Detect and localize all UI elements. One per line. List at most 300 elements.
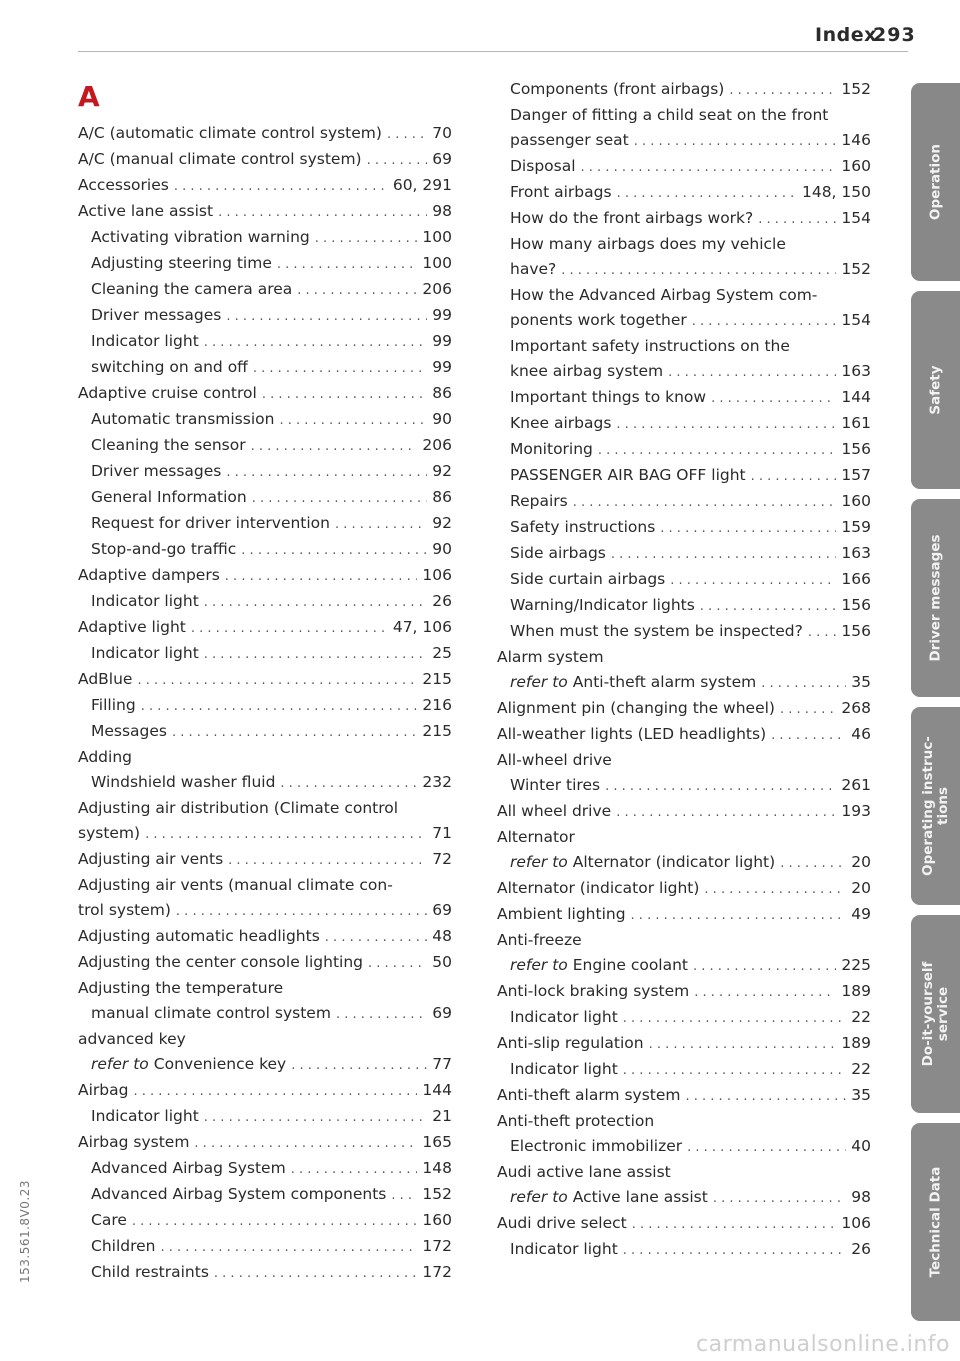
index-entry <box>497 619 871 645</box>
index-entry-label: PASSENGER AIR BAG OFF light <box>510 466 746 484</box>
leader-dots <box>191 616 388 641</box>
index-entry <box>497 489 871 515</box>
index-entry <box>78 1078 452 1104</box>
index-entry-label: Ambient lighting <box>497 905 626 923</box>
index-entry <box>78 615 452 641</box>
leader-dots <box>391 1183 417 1208</box>
index-entry-page[interactable]: 215 <box>422 670 452 688</box>
index-entry-label: Important things to know <box>510 388 707 406</box>
index-entry-label: All-weather lights (LED headlights) <box>497 725 767 743</box>
index-entry-page[interactable]: 26 <box>851 1240 871 1258</box>
index-entry-page[interactable]: 100 <box>422 228 452 246</box>
leader-dots <box>368 951 427 976</box>
leader-dots <box>668 360 836 385</box>
index-entry <box>78 433 452 459</box>
index-entry-page[interactable]: 261 <box>841 776 871 794</box>
leader-dots <box>277 252 418 277</box>
index-entry-page[interactable]: 154 <box>841 311 871 329</box>
index-entry <box>497 825 871 850</box>
index-letter-heading: A <box>78 80 100 113</box>
index-entry-label: Automatic transmission <box>91 410 275 428</box>
leader-dots <box>649 1032 837 1057</box>
leader-dots <box>174 174 388 199</box>
index-entry <box>497 1109 871 1134</box>
index-entry-label: General Information <box>91 488 247 506</box>
index-entry-label: Child restraints <box>91 1263 209 1281</box>
index-entry-page[interactable]: 146 <box>841 131 871 149</box>
leader-dots <box>660 516 836 541</box>
index-entry <box>497 670 871 696</box>
index-entry <box>497 334 871 359</box>
index-entry <box>78 251 452 277</box>
index-entry-label: Electronic immobilizer <box>510 1137 683 1155</box>
index-entry-label: Active lane assist <box>572 1188 708 1206</box>
index-entry-label: When must the system be inspected? <box>510 622 803 640</box>
index-entry-label: Repairs <box>510 492 568 510</box>
index-entry-label: How many airbags does my vehicle <box>510 235 786 253</box>
index-entry-page[interactable]: 268 <box>841 699 871 717</box>
index-entry <box>497 593 871 619</box>
index-entry-page[interactable]: 166 <box>841 570 871 588</box>
index-entry-label: Anti-slip regulation <box>497 1034 644 1052</box>
index-entry-label: Indicator light <box>510 1240 618 1258</box>
index-entry-page[interactable]: 21 <box>432 1107 452 1125</box>
index-entry <box>78 511 452 537</box>
index-entry-label: Indicator light <box>510 1060 618 1078</box>
index-entry <box>497 154 871 180</box>
index-entry-page[interactable]: 148, 150 <box>801 183 871 201</box>
leader-dots <box>325 925 427 950</box>
leader-dots <box>387 122 427 147</box>
index-entry-label: Adjusting the center console lighting <box>78 953 363 971</box>
leader-dots <box>226 460 427 485</box>
index-entry-label: knee airbag system <box>510 362 664 380</box>
leader-dots <box>133 1079 417 1104</box>
index-entry-page[interactable]: 20 <box>851 879 871 897</box>
index-entry <box>78 796 452 821</box>
index-entry-label: Adjusting air distribution (Climate control <box>78 799 399 817</box>
index-entry <box>78 1156 452 1182</box>
leader-dots <box>700 594 837 619</box>
leader-dots <box>713 1186 846 1211</box>
index-entry-label: Indicator light <box>510 1008 618 1026</box>
index-entry-label: switching on and off <box>91 358 248 376</box>
chapter-tab[interactable] <box>911 707 960 905</box>
index-entry <box>78 821 452 847</box>
index-entry <box>78 719 452 745</box>
index-entry-label: trol system) <box>78 901 171 919</box>
index-entry-page[interactable]: 106 <box>841 1214 871 1232</box>
document-code: 153.561.8V0.23 <box>18 1180 32 1283</box>
index-entry <box>497 567 871 593</box>
leader-dots <box>228 848 427 873</box>
index-entry <box>78 770 452 796</box>
index-entry <box>78 641 452 667</box>
leader-dots <box>204 590 427 615</box>
leader-dots <box>336 1002 427 1027</box>
leader-dots <box>262 382 427 407</box>
index-entry-label: Indicator light <box>91 644 199 662</box>
index-entry <box>497 103 871 128</box>
index-entry-page[interactable]: 90 <box>432 540 452 558</box>
leader-dots <box>253 356 427 381</box>
index-entry <box>497 515 871 541</box>
index-entry <box>78 924 452 950</box>
index-entry-label: Accessories <box>78 176 169 194</box>
index-entry-page[interactable]: 165 <box>422 1133 452 1151</box>
index-entry <box>78 1052 452 1078</box>
index-entry <box>497 773 871 799</box>
index-entry <box>78 199 452 225</box>
index-entry-page[interactable]: 160 <box>422 1211 452 1229</box>
index-entry-label: passenger seat <box>510 131 629 149</box>
index-entry-page[interactable]: 152 <box>841 260 871 278</box>
index-entry-label: Cleaning the camera area <box>91 280 293 298</box>
index-entry-label: All wheel drive <box>497 802 612 820</box>
index-entry-page[interactable]: 22 <box>851 1060 871 1078</box>
index-entry-label: Adjusting steering time <box>91 254 272 272</box>
index-entry-page[interactable]: 40 <box>851 1137 871 1155</box>
index-entry-page[interactable]: 163 <box>841 362 871 380</box>
index-entry-label: Advanced Airbag System <box>91 1159 286 1177</box>
index-entry-page[interactable]: 90 <box>432 410 452 428</box>
leader-dots <box>692 309 837 334</box>
index-column-right <box>497 77 871 1263</box>
cross-reference-label: refer to <box>510 956 568 974</box>
index-entry <box>78 1234 452 1260</box>
index-entry-page[interactable]: 49 <box>851 905 871 923</box>
index-entry-page[interactable]: 26 <box>432 592 452 610</box>
chapter-tab[interactable] <box>911 291 960 489</box>
header-rule <box>78 51 908 52</box>
index-entry <box>78 485 452 511</box>
index-entry-page[interactable]: 144 <box>422 1081 452 1099</box>
index-entry <box>497 1185 871 1211</box>
index-entry-label: Side curtain airbags <box>510 570 666 588</box>
leader-dots <box>623 1006 846 1031</box>
index-entry <box>78 147 452 173</box>
index-entry <box>497 645 871 670</box>
index-entry <box>78 329 452 355</box>
index-entry-page[interactable]: 69 <box>432 901 452 919</box>
index-entry-page[interactable]: 92 <box>432 514 452 532</box>
leader-dots <box>161 1235 418 1260</box>
leader-dots <box>315 226 418 251</box>
index-entry-page[interactable]: 72 <box>432 850 452 868</box>
index-entry <box>78 1260 452 1286</box>
index-entry-label: Adjusting automatic headlights <box>78 927 320 945</box>
index-entry <box>78 1104 452 1130</box>
leader-dots <box>687 1135 846 1160</box>
index-entry <box>78 898 452 924</box>
index-entry-label: Adjusting air vents <box>78 850 224 868</box>
index-entry-page[interactable]: 69 <box>432 1004 452 1022</box>
index-entry-page[interactable]: 71 <box>432 824 452 842</box>
index-entry <box>497 1057 871 1083</box>
index-entry-page[interactable]: 160 <box>841 492 871 510</box>
index-entry-page[interactable]: 160 <box>841 157 871 175</box>
index-entry-page[interactable]: 99 <box>432 358 452 376</box>
index-entry-label: Indicator light <box>91 332 199 350</box>
index-entry <box>78 1027 452 1052</box>
index-entry <box>497 77 871 103</box>
index-entry <box>78 173 452 199</box>
index-entry <box>78 976 452 1001</box>
leader-dots <box>616 412 836 437</box>
leader-dots <box>279 408 427 433</box>
index-entry-label: Driver messages <box>91 306 222 324</box>
index-entry <box>497 722 871 748</box>
chapter-tab-label: Driver messages <box>927 534 943 662</box>
index-entry <box>497 799 871 825</box>
index-entry-page[interactable]: 60, 291 <box>392 176 452 194</box>
leader-dots <box>780 697 836 722</box>
index-entry-label: system) <box>78 824 141 842</box>
cross-reference-label: refer to <box>510 853 568 871</box>
index-entry-page[interactable]: 215 <box>422 722 452 740</box>
index-entry <box>78 745 452 770</box>
index-entry <box>78 847 452 873</box>
index-entry-label: Anti-lock braking system <box>497 982 690 1000</box>
index-entry-label: Adjusting air vents (manual climate con- <box>78 876 393 894</box>
leader-dots <box>771 723 846 748</box>
cross-reference-label: refer to <box>510 1188 568 1206</box>
index-entry <box>497 1237 871 1263</box>
index-entry <box>497 1160 871 1185</box>
leader-dots <box>686 1084 847 1109</box>
index-entry-label: Convenience key <box>153 1055 287 1073</box>
index-entry-label: ponents work together <box>510 311 687 329</box>
index-entry <box>78 1208 452 1234</box>
index-entry-label: Side airbags <box>510 544 606 562</box>
index-entry-label: Messages <box>91 722 168 740</box>
index-column-left <box>78 80 452 1286</box>
leader-dots <box>172 720 417 745</box>
index-entry <box>78 407 452 433</box>
leader-dots <box>132 1209 418 1234</box>
index-entry <box>78 667 452 693</box>
leader-dots <box>291 1157 418 1182</box>
index-entry-page[interactable]: 232 <box>422 773 452 791</box>
index-entry <box>78 277 452 303</box>
leader-dots <box>751 464 837 489</box>
leader-dots <box>808 620 837 645</box>
leader-dots <box>204 1105 427 1130</box>
index-entry-page[interactable]: 25 <box>432 644 452 662</box>
index-entry <box>497 1005 871 1031</box>
index-entry-page[interactable]: 157 <box>841 466 871 484</box>
page-title: Index <box>815 24 877 46</box>
index-entry <box>497 359 871 385</box>
chapter-tab[interactable] <box>911 499 960 697</box>
index-entry-page[interactable]: 46 <box>851 725 871 743</box>
leader-dots <box>241 538 427 563</box>
index-entry-page[interactable]: 98 <box>432 202 452 220</box>
index-entry-label: manual climate control system <box>91 1004 331 1022</box>
index-entry-label: Children <box>91 1237 156 1255</box>
index-entry <box>78 225 452 251</box>
index-entry-page[interactable]: 98 <box>851 1188 871 1206</box>
leader-dots <box>616 800 836 825</box>
index-entry <box>78 1001 452 1027</box>
index-entry-label: Safety instructions <box>510 518 656 536</box>
index-entry <box>78 381 452 407</box>
index-entry <box>78 121 452 147</box>
index-entry-page[interactable]: 156 <box>841 440 871 458</box>
index-entry-page[interactable]: 50 <box>432 953 452 971</box>
index-entry <box>78 873 452 898</box>
index-entry-label: Adaptive dampers <box>78 566 220 584</box>
index-entry <box>497 1134 871 1160</box>
chapter-tab[interactable] <box>911 1123 960 1321</box>
index-entry-label: Advanced Airbag System components <box>91 1185 387 1203</box>
index-entry-page[interactable]: 225 <box>841 956 871 974</box>
index-entry-label: Indicator light <box>91 592 199 610</box>
index-entry-page[interactable]: 47, 106 <box>392 618 452 636</box>
index-entry <box>497 128 871 154</box>
leader-dots <box>176 899 427 924</box>
chapter-tab[interactable] <box>911 915 960 1113</box>
leader-dots <box>280 771 417 796</box>
index-entry-label: Danger of fitting a child seat on the front <box>510 106 829 124</box>
index-entry-page[interactable]: 148 <box>422 1159 452 1177</box>
index-entry <box>497 385 871 411</box>
index-entry-page[interactable]: 154 <box>841 209 871 227</box>
index-entry-label: Windshield washer fluid <box>91 773 276 791</box>
leader-dots <box>335 512 427 537</box>
index-entry <box>78 1130 452 1156</box>
index-entry-page[interactable]: 100 <box>422 254 452 272</box>
leader-dots <box>226 304 427 329</box>
index-entry-page[interactable]: 206 <box>422 280 452 298</box>
index-entry-page[interactable]: 35 <box>851 673 871 691</box>
index-entry-page[interactable]: 86 <box>432 384 452 402</box>
index-entry-label: Adjusting the temperature <box>78 979 284 997</box>
index-entry-list <box>497 77 871 1263</box>
index-entry-label: AdBlue <box>78 670 133 688</box>
index-entry-page[interactable]: 92 <box>432 462 452 480</box>
index-entry-label: Airbag system <box>78 1133 190 1151</box>
chapter-tab[interactable] <box>911 83 960 281</box>
index-entry-page[interactable]: 20 <box>851 853 871 871</box>
leader-dots <box>218 200 427 225</box>
index-entry-page[interactable]: 22 <box>851 1008 871 1026</box>
index-entry-page[interactable]: 48 <box>432 927 452 945</box>
index-entry-label: Components (front airbags) <box>510 80 725 98</box>
index-entry-page[interactable]: 152 <box>422 1185 452 1203</box>
index-entry-page[interactable]: 189 <box>841 1034 871 1052</box>
index-entry-label: Anti-theft alarm system <box>572 673 757 691</box>
index-entry-page[interactable]: 193 <box>841 802 871 820</box>
index-entry-page[interactable]: 86 <box>432 488 452 506</box>
index-entry-page[interactable]: 163 <box>841 544 871 562</box>
cross-reference-label: refer to <box>510 673 568 691</box>
index-entry-page[interactable]: 152 <box>841 80 871 98</box>
index-entry <box>497 1083 871 1109</box>
index-entry-label: Monitoring <box>510 440 593 458</box>
index-entry-label: Front airbags <box>510 183 612 201</box>
leader-dots <box>145 822 427 847</box>
index-entry-page[interactable]: 156 <box>841 596 871 614</box>
index-entry-page[interactable]: 172 <box>422 1263 452 1281</box>
index-entry-page[interactable]: 216 <box>422 696 452 714</box>
index-entry-page[interactable]: 35 <box>851 1086 871 1104</box>
leader-dots <box>291 1053 427 1078</box>
index-entry-page[interactable]: 77 <box>432 1055 452 1073</box>
index-entry-label: Active lane assist <box>78 202 214 220</box>
leader-dots <box>780 851 846 876</box>
leader-dots <box>367 148 428 173</box>
index-entry-label: Warning/Indicator lights <box>510 596 695 614</box>
index-entry-label: Winter tires <box>510 776 601 794</box>
cross-reference-label: refer to <box>91 1055 149 1073</box>
index-entry-page[interactable]: 206 <box>422 436 452 454</box>
index-entry <box>497 1211 871 1237</box>
index-entry <box>78 589 452 615</box>
index-entry-label: Disposal <box>510 157 576 175</box>
index-entry-page[interactable]: 144 <box>841 388 871 406</box>
leader-dots <box>631 903 847 928</box>
index-entry-page[interactable]: 172 <box>422 1237 452 1255</box>
index-entry <box>497 979 871 1005</box>
index-entry-label: Airbag <box>78 1081 129 1099</box>
index-entry-page[interactable]: 69 <box>432 150 452 168</box>
index-entry-page[interactable]: 106 <box>422 566 452 584</box>
index-entry-label: Driver messages <box>91 462 222 480</box>
index-entry-label: Request for driver intervention <box>91 514 330 532</box>
index-entry-label: How the Advanced Airbag System com- <box>510 286 818 304</box>
leader-dots <box>204 642 427 667</box>
leader-dots <box>670 568 836 593</box>
index-entry-page[interactable]: 159 <box>841 518 871 536</box>
index-entry <box>497 953 871 979</box>
index-entry-label: Important safety instructions on the <box>510 337 790 355</box>
index-entry-page[interactable]: 99 <box>432 332 452 350</box>
index-entry-page[interactable]: 99 <box>432 306 452 324</box>
index-entry-label: have? <box>510 260 557 278</box>
index-entry-label: Anti-theft alarm system <box>497 1086 681 1104</box>
index-entry <box>497 411 871 437</box>
index-entry-label: All-wheel drive <box>497 751 612 769</box>
index-entry-label: Alignment pin (changing the wheel) <box>497 699 775 717</box>
index-entry-page[interactable]: 70 <box>432 124 452 142</box>
leader-dots <box>758 207 836 232</box>
leader-dots <box>711 386 836 411</box>
index-entry <box>497 850 871 876</box>
index-entry-label: Audi active lane assist <box>497 1163 671 1181</box>
index-entry-page[interactable]: 156 <box>841 622 871 640</box>
index-entry <box>497 232 871 257</box>
index-entry <box>78 563 452 589</box>
index-entry-label: Activating vibration warning <box>91 228 310 246</box>
index-entry <box>78 355 452 381</box>
index-entry-label: Alternator (indicator light) <box>497 879 700 897</box>
index-entry-page[interactable]: 161 <box>841 414 871 432</box>
leader-dots <box>251 434 418 459</box>
index-entry-label: advanced key <box>78 1030 186 1048</box>
index-entry-label: Adaptive cruise control <box>78 384 257 402</box>
chapter-tab-label: Operation <box>927 143 943 221</box>
leader-dots <box>693 954 836 979</box>
page-number: 293 <box>873 24 916 46</box>
leader-dots <box>252 486 428 511</box>
index-entry-label: Stop-and-go traffic <box>91 540 237 558</box>
index-entry-label: Audi drive select <box>497 1214 627 1232</box>
index-entry-label: Cleaning the sensor <box>91 436 246 454</box>
index-entry-label: Knee airbags <box>510 414 612 432</box>
index-entry <box>78 950 452 976</box>
index-entry-page[interactable]: 189 <box>841 982 871 1000</box>
